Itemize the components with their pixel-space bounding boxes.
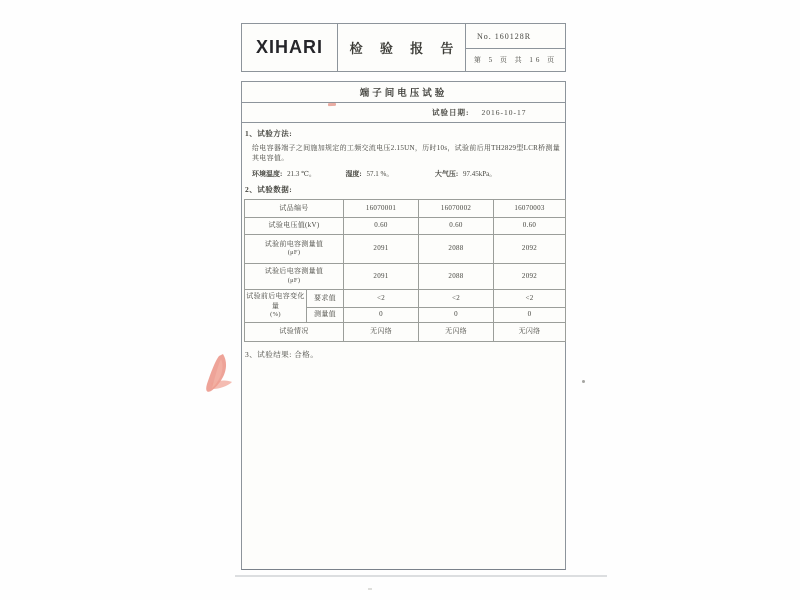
table-cell: 2091 — [344, 235, 419, 264]
table-row-test-voltage — [245, 218, 566, 235]
row-label: 试品编号 — [245, 200, 344, 218]
report-number: No. 160128R — [466, 24, 565, 49]
table-cell: 2092 — [494, 235, 566, 264]
table-cell: 2092 — [494, 264, 566, 290]
page-info: 第 5 页 共 16 页 — [473, 56, 558, 64]
table-cell: <2 — [344, 290, 419, 308]
environment-line — [252, 169, 565, 179]
test-data-table — [244, 199, 566, 342]
table-cell: 无闪络 — [494, 323, 566, 342]
date-value: 2016-10-17 — [481, 108, 527, 117]
table-cell: 0.60 — [419, 218, 494, 235]
table-cell: <2 — [494, 290, 566, 308]
document-frame — [241, 81, 566, 570]
data-heading: 2、试验数据: — [245, 185, 293, 194]
env-humidity-label: 湿度: — [345, 170, 362, 178]
sub-row-label: 要求值 — [307, 290, 344, 308]
table-cell: 16070003 — [494, 200, 566, 218]
table-cell: 2088 — [419, 264, 494, 290]
table-cell: <2 — [419, 290, 494, 308]
report-title-cell — [338, 24, 466, 71]
dust-speck — [368, 588, 372, 590]
row-label — [245, 264, 344, 290]
table-row-capacitance-after — [245, 264, 566, 290]
table-row-test-condition — [245, 323, 566, 342]
test-title: 端子间电压试验 — [359, 89, 448, 99]
row-label-line2: (%) — [270, 311, 281, 319]
table-cell: 0.60 — [344, 218, 419, 235]
logo-cell — [242, 24, 338, 71]
table-cell: 无闪络 — [344, 323, 419, 342]
method-description: 给电容器端子之间施加规定的工频交流电压2.15UN，历时10s，试验前后用TH2829型LCR桥测量其电容值。 — [252, 144, 561, 162]
xihari-logo: XIHARI — [255, 37, 323, 57]
red-ink-smudge — [202, 353, 236, 395]
env-temp-value: 21.3 ℃。 — [287, 170, 316, 178]
report-number-cell — [466, 24, 565, 71]
report-title: 检 验 报 告 — [349, 41, 461, 56]
table-cell: 0 — [419, 308, 494, 323]
method-heading: 1、试验方法: — [245, 129, 293, 138]
red-ink-dash — [328, 103, 336, 106]
row-label: 试验情况 — [245, 323, 344, 342]
test-result: 3、试验结果: 合格。 — [245, 350, 319, 359]
test-date-row — [242, 103, 565, 123]
table-cell: 2091 — [344, 264, 419, 290]
env-pressure-value: 97.45kPa。 — [462, 170, 497, 178]
row-label-capacitance-change — [245, 290, 307, 323]
row-label: 试验电压值(kV) — [245, 218, 344, 235]
test-title-row — [242, 82, 565, 103]
table-row-capacitance-before — [245, 235, 566, 264]
row-label-line1: 试验前电容测量值 — [264, 239, 324, 248]
table-cell: 16070002 — [419, 200, 494, 218]
row-label-line1: 试验前后电容变化量 — [246, 292, 305, 310]
sub-row-label: 测量值 — [307, 308, 344, 323]
dust-speck — [582, 380, 585, 383]
scan-shadow — [235, 575, 607, 577]
table-cell: 0 — [494, 308, 566, 323]
row-label — [245, 235, 344, 264]
env-temp-label: 环境温度: — [252, 170, 283, 178]
table-cell: 16070001 — [344, 200, 419, 218]
row-label-line1: 试验后电容测量值 — [264, 267, 324, 276]
env-pressure-label: 大气压: — [434, 170, 459, 178]
table-cell: 无闪络 — [419, 323, 494, 342]
env-humidity-value: 57.1 %。 — [366, 170, 394, 178]
date-label: 试验日期: — [432, 108, 470, 117]
row-label-line2: (μF) — [287, 249, 301, 257]
table-row-change-required — [245, 290, 566, 308]
table-cell: 0.60 — [494, 218, 566, 235]
row-label-line2: (μF) — [287, 276, 301, 284]
table-cell: 0 — [344, 308, 419, 323]
report-header — [241, 23, 566, 72]
table-cell: 2088 — [419, 235, 494, 264]
table-row-sample-id — [245, 200, 566, 218]
